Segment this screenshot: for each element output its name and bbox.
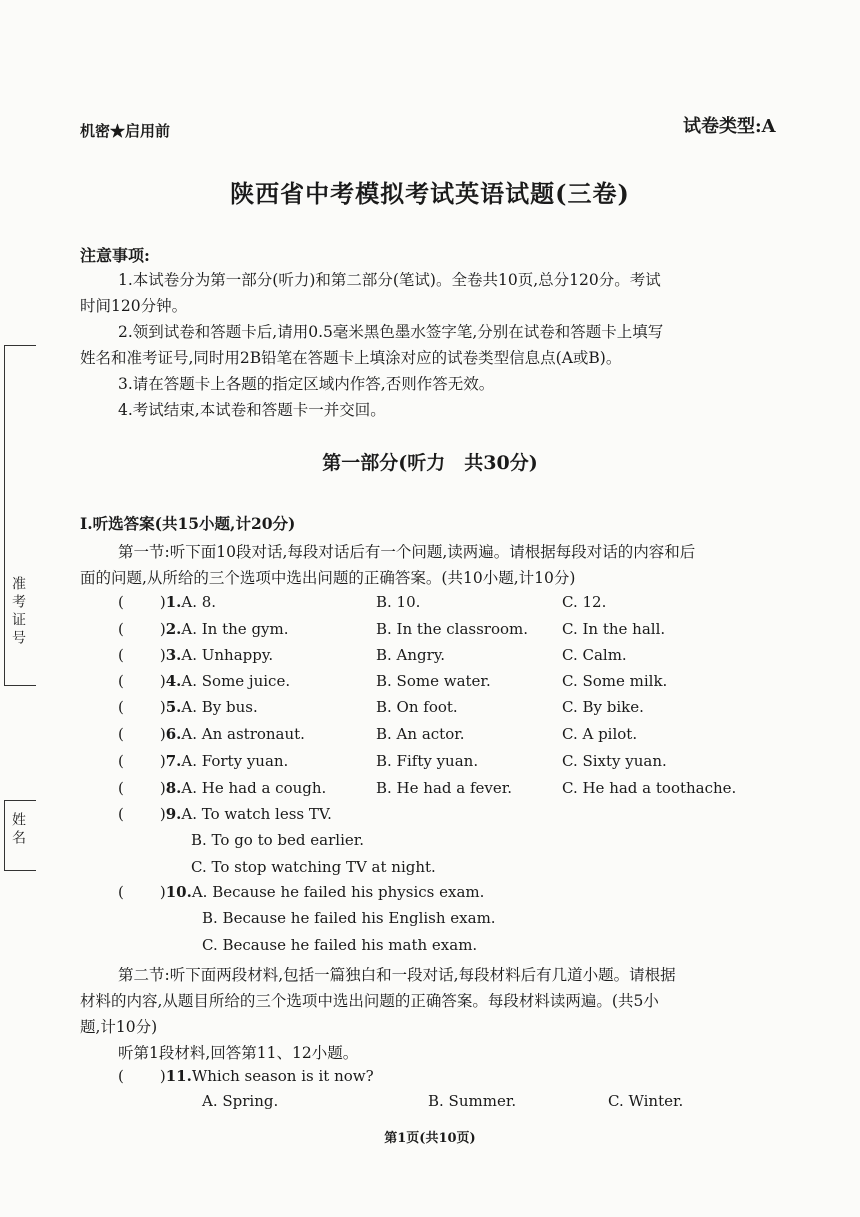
binding-tick: [4, 800, 36, 801]
option-b: B. An actor.: [376, 725, 465, 743]
option-c: C. Sixty yuan.: [562, 752, 667, 770]
option-c: C. To stop watching TV at night.: [191, 858, 436, 876]
option-c: C. 12.: [562, 593, 607, 611]
option-b: B. He had a fever.: [376, 779, 513, 797]
option-c: C. Some milk.: [562, 672, 668, 690]
option-a: A. Spring.: [202, 1092, 279, 1110]
option-c: C. In the hall.: [562, 620, 666, 638]
binding-tick: [4, 345, 36, 346]
section1-intro: 面的问题,从所给的三个选项中选出问题的正确答案。(共10小题,计10分): [80, 569, 576, 587]
section2-intro: 题,计10分): [80, 1018, 158, 1036]
material-instruction: 听第1段材料,回答第11、12小题。: [118, 1044, 359, 1062]
option-b: B. On foot.: [376, 698, 458, 716]
option-c: C. He had a toothache.: [562, 779, 737, 797]
q-row: ( )3.A. Unhappy.: [118, 646, 274, 664]
q-row: ( )1.A. 8.: [118, 593, 217, 611]
name-label: 姓名: [10, 812, 26, 848]
option-b: B. In the classroom.: [376, 620, 529, 638]
binding-line: [4, 345, 5, 685]
option-c: C. Calm.: [562, 646, 627, 664]
confidential-label: 机密★启用前: [80, 122, 171, 140]
section1-intro: 第一节:听下面10段对话,每段对话后有一个问题,读两遍。请根据每段对话的内容和后: [118, 543, 696, 561]
exam-number-label: 准考证号: [10, 576, 26, 648]
q-row: ( )7.A. Forty yuan.: [118, 752, 289, 770]
page-title: 陕西省中考模拟考试英语试题(三卷): [230, 179, 630, 208]
option-b: B. Angry.: [376, 646, 446, 664]
section-heading: Ⅰ.听选答案(共15小题,计20分): [80, 514, 296, 533]
part1-title: 第一部分(听力 共30分): [322, 452, 538, 474]
option-c: C. Because he failed his math exam.: [202, 936, 478, 954]
notes-heading: 注意事项:: [80, 246, 150, 265]
notes-line: 2.领到试卷和答题卡后,请用0.5毫米黑色墨水签字笔,分别在试卷和答题卡上填写: [118, 323, 664, 341]
q-row: ( )10.A. Because he failed his physics exam.: [118, 883, 485, 901]
option-b: B. Some water.: [376, 672, 491, 690]
q-row: ( )2.A. In the gym.: [118, 620, 289, 638]
option-b: B. Summer.: [428, 1092, 517, 1110]
option-b: B. Fifty yuan.: [376, 752, 479, 770]
binding-tick: [4, 685, 36, 686]
section2-intro: 材料的内容,从题目所给的三个选项中选出问题的正确答案。每段材料读两遍。(共5小: [80, 992, 659, 1010]
q-row: ( )4.A. Some juice.: [118, 672, 291, 690]
q-row: ( )11.Which season is it now?: [118, 1067, 374, 1085]
q-row: ( )9.A. To watch less TV.: [118, 805, 332, 823]
notes-line: 时间120分钟。: [80, 297, 188, 315]
q-row: ( )5.A. By bus.: [118, 698, 258, 716]
page-footer: 第1页(共10页): [384, 1131, 476, 1146]
section2-intro: 第二节:听下面两段材料,包括一篇独白和一段对话,每段材料后有几道小题。请根据: [118, 966, 676, 984]
binding-tick: [4, 870, 36, 871]
option-c: C. By bike.: [562, 698, 644, 716]
notes-line: 3.请在答题卡上各题的指定区域内作答,否则作答无效。: [118, 375, 495, 393]
option-c: C. A pilot.: [562, 725, 638, 743]
option-b: B. 10.: [376, 593, 421, 611]
paper-type-label: 试卷类型:A: [683, 116, 776, 137]
option-b: B. Because he failed his English exam.: [202, 909, 496, 927]
q-row: ( )8.A. He had a cough.: [118, 779, 327, 797]
q-row: ( )6.A. An astronaut.: [118, 725, 305, 743]
notes-line: 4.考试结束,本试卷和答题卡一并交回。: [118, 401, 386, 419]
binding-line: [4, 800, 5, 870]
option-c: C. Winter.: [608, 1092, 684, 1110]
notes-line: 1.本试卷分为第一部分(听力)和第二部分(笔试)。全卷共10页,总分120分。考试: [118, 271, 661, 289]
notes-line: 姓名和准考证号,同时用2B铅笔在答题卡上填涂对应的试卷类型信息点(A或B)。: [80, 349, 622, 367]
option-b: B. To go to bed earlier.: [191, 831, 365, 849]
